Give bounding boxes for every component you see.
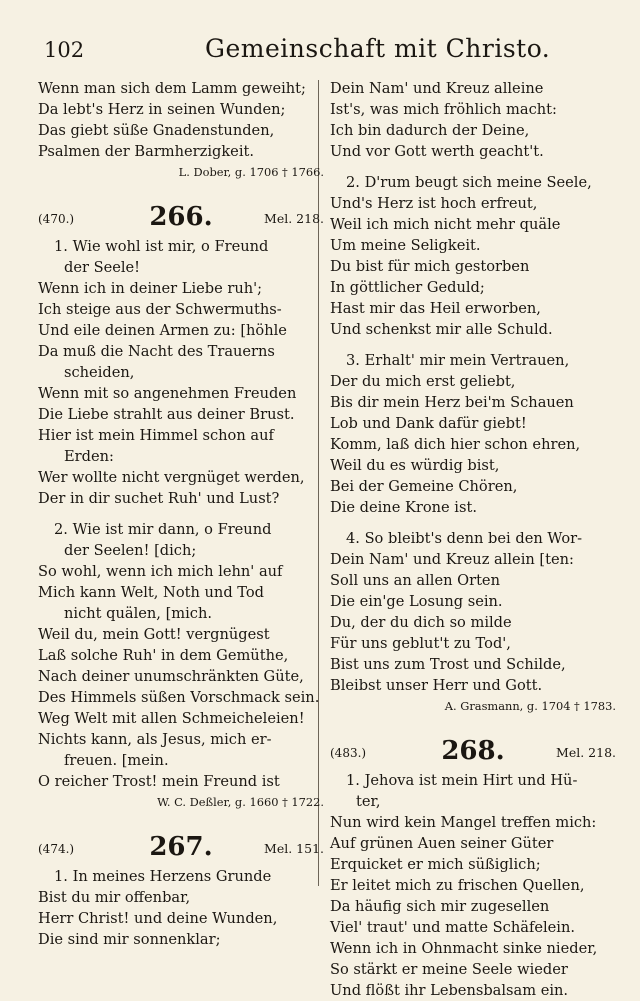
- running-title: Gemeinschaft mit Christo.: [205, 34, 551, 63]
- verse-line: Erden:: [64, 448, 114, 465]
- hymn-reference: (474.): [38, 842, 75, 856]
- verse-line: Herr Christ! und deine Wunden,: [38, 910, 278, 927]
- verse-line: Laß solche Ruh' in dem Gemüthe,: [38, 647, 289, 664]
- author-attribution: W. C. Deßler, g. 1660 † 1722.: [157, 795, 324, 809]
- verse-line: Und's Herz ist hoch erfreut,: [330, 195, 538, 212]
- verse-line: So stärkt er meine Seele wieder: [330, 961, 568, 978]
- left-column: [38, 78, 324, 950]
- verse-line: Wer wollte nicht vergnüget werden,: [38, 469, 305, 486]
- verse-line: Hier ist mein Himmel schon auf: [38, 427, 274, 444]
- hymn-267-verse-1: [38, 866, 324, 950]
- verse-gap: [38, 509, 324, 519]
- verse-line: Du, der du dich so milde: [330, 614, 512, 631]
- verse-line: Ich bin dadurch der Deine,: [330, 122, 530, 139]
- verse-line: Viel' traut' und matte Schäfelein.: [330, 919, 576, 936]
- verse-line: 2. Wie ist mir dann, o Freund: [54, 521, 272, 538]
- verse-line: Soll uns an allen Orten: [330, 572, 500, 589]
- hymn-reference: (483.): [330, 746, 367, 760]
- hymn-header-268: [330, 728, 616, 768]
- verse-line: Ist's, was mich fröhlich macht:: [330, 101, 557, 118]
- verse-line: Bleibst unser Herr und Gott.: [330, 677, 543, 694]
- verse-line: 4. So bleibt's denn bei den Wor-: [346, 530, 583, 547]
- verse-line: Die deine Krone ist.: [330, 499, 477, 516]
- verse-line: Bist du mir offenbar,: [38, 889, 191, 906]
- verse-line: Der du mich erst geliebt,: [330, 373, 516, 390]
- verse-line: Des Himmels süßen Vorschmack sein.: [38, 689, 320, 706]
- right-column: [330, 78, 616, 1001]
- verse-line: Bis dir mein Herz bei'm Schauen: [330, 394, 574, 411]
- verse-line: Weil du, mein Gott! vergnügest: [38, 626, 270, 643]
- verse-line: Da häufig sich mir zugesellen: [330, 898, 550, 915]
- verse-line: nicht quälen, [mich.: [64, 605, 212, 622]
- verse-line: der Seelen! [dich;: [64, 542, 197, 559]
- verse-line: O reicher Trost! mein Freund ist: [38, 773, 280, 790]
- hymn-number: 266.: [149, 202, 213, 232]
- verse-line: Die Liebe strahlt aus deiner Brust.: [38, 406, 295, 423]
- verse-line: 3. Erhalt' mir mein Vertrauen,: [346, 352, 570, 369]
- verse-line: Dein Nam' und Kreuz alleine: [330, 80, 544, 97]
- verse-line: In göttlicher Geduld;: [330, 279, 485, 296]
- verse-line: Er leitet mich zu frischen Quellen,: [330, 877, 585, 894]
- verse-line: Nun wird kein Mangel treffen mich:: [330, 814, 597, 831]
- melody-reference: Mel. 151.: [264, 841, 324, 856]
- verse-line: Nach deiner unumschränkten Güte,: [38, 668, 304, 685]
- prev-hymn-ending: [38, 78, 324, 162]
- hymn-266-verse-1: [38, 236, 324, 509]
- hymn-number: 268.: [441, 736, 505, 766]
- verse-gap: [330, 518, 616, 528]
- verse-line: 1. In meines Herzens Grunde: [54, 868, 272, 885]
- verse-line: Für uns geblut't zu Tod',: [330, 635, 511, 652]
- verse-line: Um meine Seligkeit.: [330, 237, 481, 254]
- hymn-267-verse-3: [330, 350, 616, 518]
- author-attribution: L. Dober, g. 1706 † 1766.: [178, 165, 324, 179]
- verse-line: Bist uns zum Trost und Schilde,: [330, 656, 566, 673]
- verse-line: scheiden,: [64, 364, 135, 381]
- hymn-header-267: [38, 824, 324, 864]
- hymn-268-verse-1: [330, 770, 616, 1001]
- verse-gap: [330, 162, 616, 172]
- verse-line: Und flößt ihr Lebensbalsam ein.: [330, 982, 569, 999]
- verse-line: Und eile deinen Armen zu: [höhle: [38, 322, 287, 339]
- verse-line: Hast mir das Heil erworben,: [330, 300, 541, 317]
- page-number: 102: [44, 38, 85, 62]
- verse-line: Weg Welt mit allen Schmeicheleien!: [38, 710, 305, 727]
- verse-line: Und vor Gott werth geacht't.: [330, 143, 544, 160]
- verse-line: Das giebt süße Gnadenstunden,: [38, 122, 275, 139]
- verse-line: Wenn man sich dem Lamm geweiht;: [38, 80, 306, 97]
- verse-line: Psalmen der Barmherzigkeit.: [38, 143, 254, 160]
- verse-gap: [330, 340, 616, 350]
- verse-line: Ich steige aus der Schwermuths-: [38, 301, 282, 318]
- verse-line: Der in dir suchet Ruh' und Lust?: [38, 490, 280, 507]
- verse-line: Da muß die Nacht des Trauerns: [38, 343, 275, 360]
- verse-line: Wenn mit so angenehmen Freuden: [38, 385, 297, 402]
- melody-reference: Mel. 218.: [264, 211, 324, 226]
- verse-line: Wenn ich in Ohnmacht sinke nieder,: [330, 940, 598, 957]
- verse-line: Und schenkst mir alle Schuld.: [330, 321, 553, 338]
- verse-line: Erquicket er mich süßiglich;: [330, 856, 541, 873]
- hymn-header-266: [38, 194, 324, 234]
- verse-line: 1. Wie wohl ist mir, o Freund: [54, 238, 269, 255]
- hymn-number: 267.: [149, 832, 213, 862]
- verse-line: So wohl, wenn ich mich lehn' auf: [38, 563, 283, 580]
- verse-line: 2. D'rum beugt sich meine Seele,: [346, 174, 592, 191]
- verse-line: Du bist für mich gestorben: [330, 258, 530, 275]
- verse-line: Auf grünen Auen seiner Güter: [330, 835, 554, 852]
- verse-line: Lob und Dank dafür giebt!: [330, 415, 527, 432]
- verse-line: Die ein'ge Losung sein.: [330, 593, 503, 610]
- verse-line: 1. Jehova ist mein Hirt und Hü-: [346, 772, 578, 789]
- hymn-266-verse-2: [38, 519, 324, 792]
- verse-line: Da lebt's Herz in seinen Wunden;: [38, 101, 286, 118]
- verse-line: Wenn ich in deiner Liebe ruh';: [38, 280, 263, 297]
- verse-line: Nichts kann, als Jesus, mich er-: [38, 731, 272, 748]
- verse-line: der Seele!: [64, 259, 141, 276]
- verse-line: Weil ich mich nicht mehr quäle: [330, 216, 561, 233]
- verse-line: freuen. [mein.: [64, 752, 169, 769]
- hymn-267-verse-1-cont: [330, 78, 616, 162]
- verse-line: Dein Nam' und Kreuz allein [ten:: [330, 551, 574, 568]
- author-attribution: A. Grasmann, g. 1704 † 1783.: [444, 699, 616, 713]
- melody-reference: Mel. 218.: [556, 745, 616, 760]
- verse-line: ter,: [356, 793, 381, 810]
- verse-line: Weil du es würdig bist,: [330, 457, 500, 474]
- verse-line: Die sind mir sonnenklar;: [38, 931, 221, 948]
- verse-line: Komm, laß dich hier schon ehren,: [330, 436, 581, 453]
- hymn-267-verse-2: [330, 172, 616, 340]
- hymn-reference: (470.): [38, 212, 75, 226]
- hymn-267-verse-4: [330, 528, 616, 696]
- verse-line: Bei der Gemeine Chören,: [330, 478, 518, 495]
- verse-line: Mich kann Welt, Noth und Tod: [38, 584, 265, 601]
